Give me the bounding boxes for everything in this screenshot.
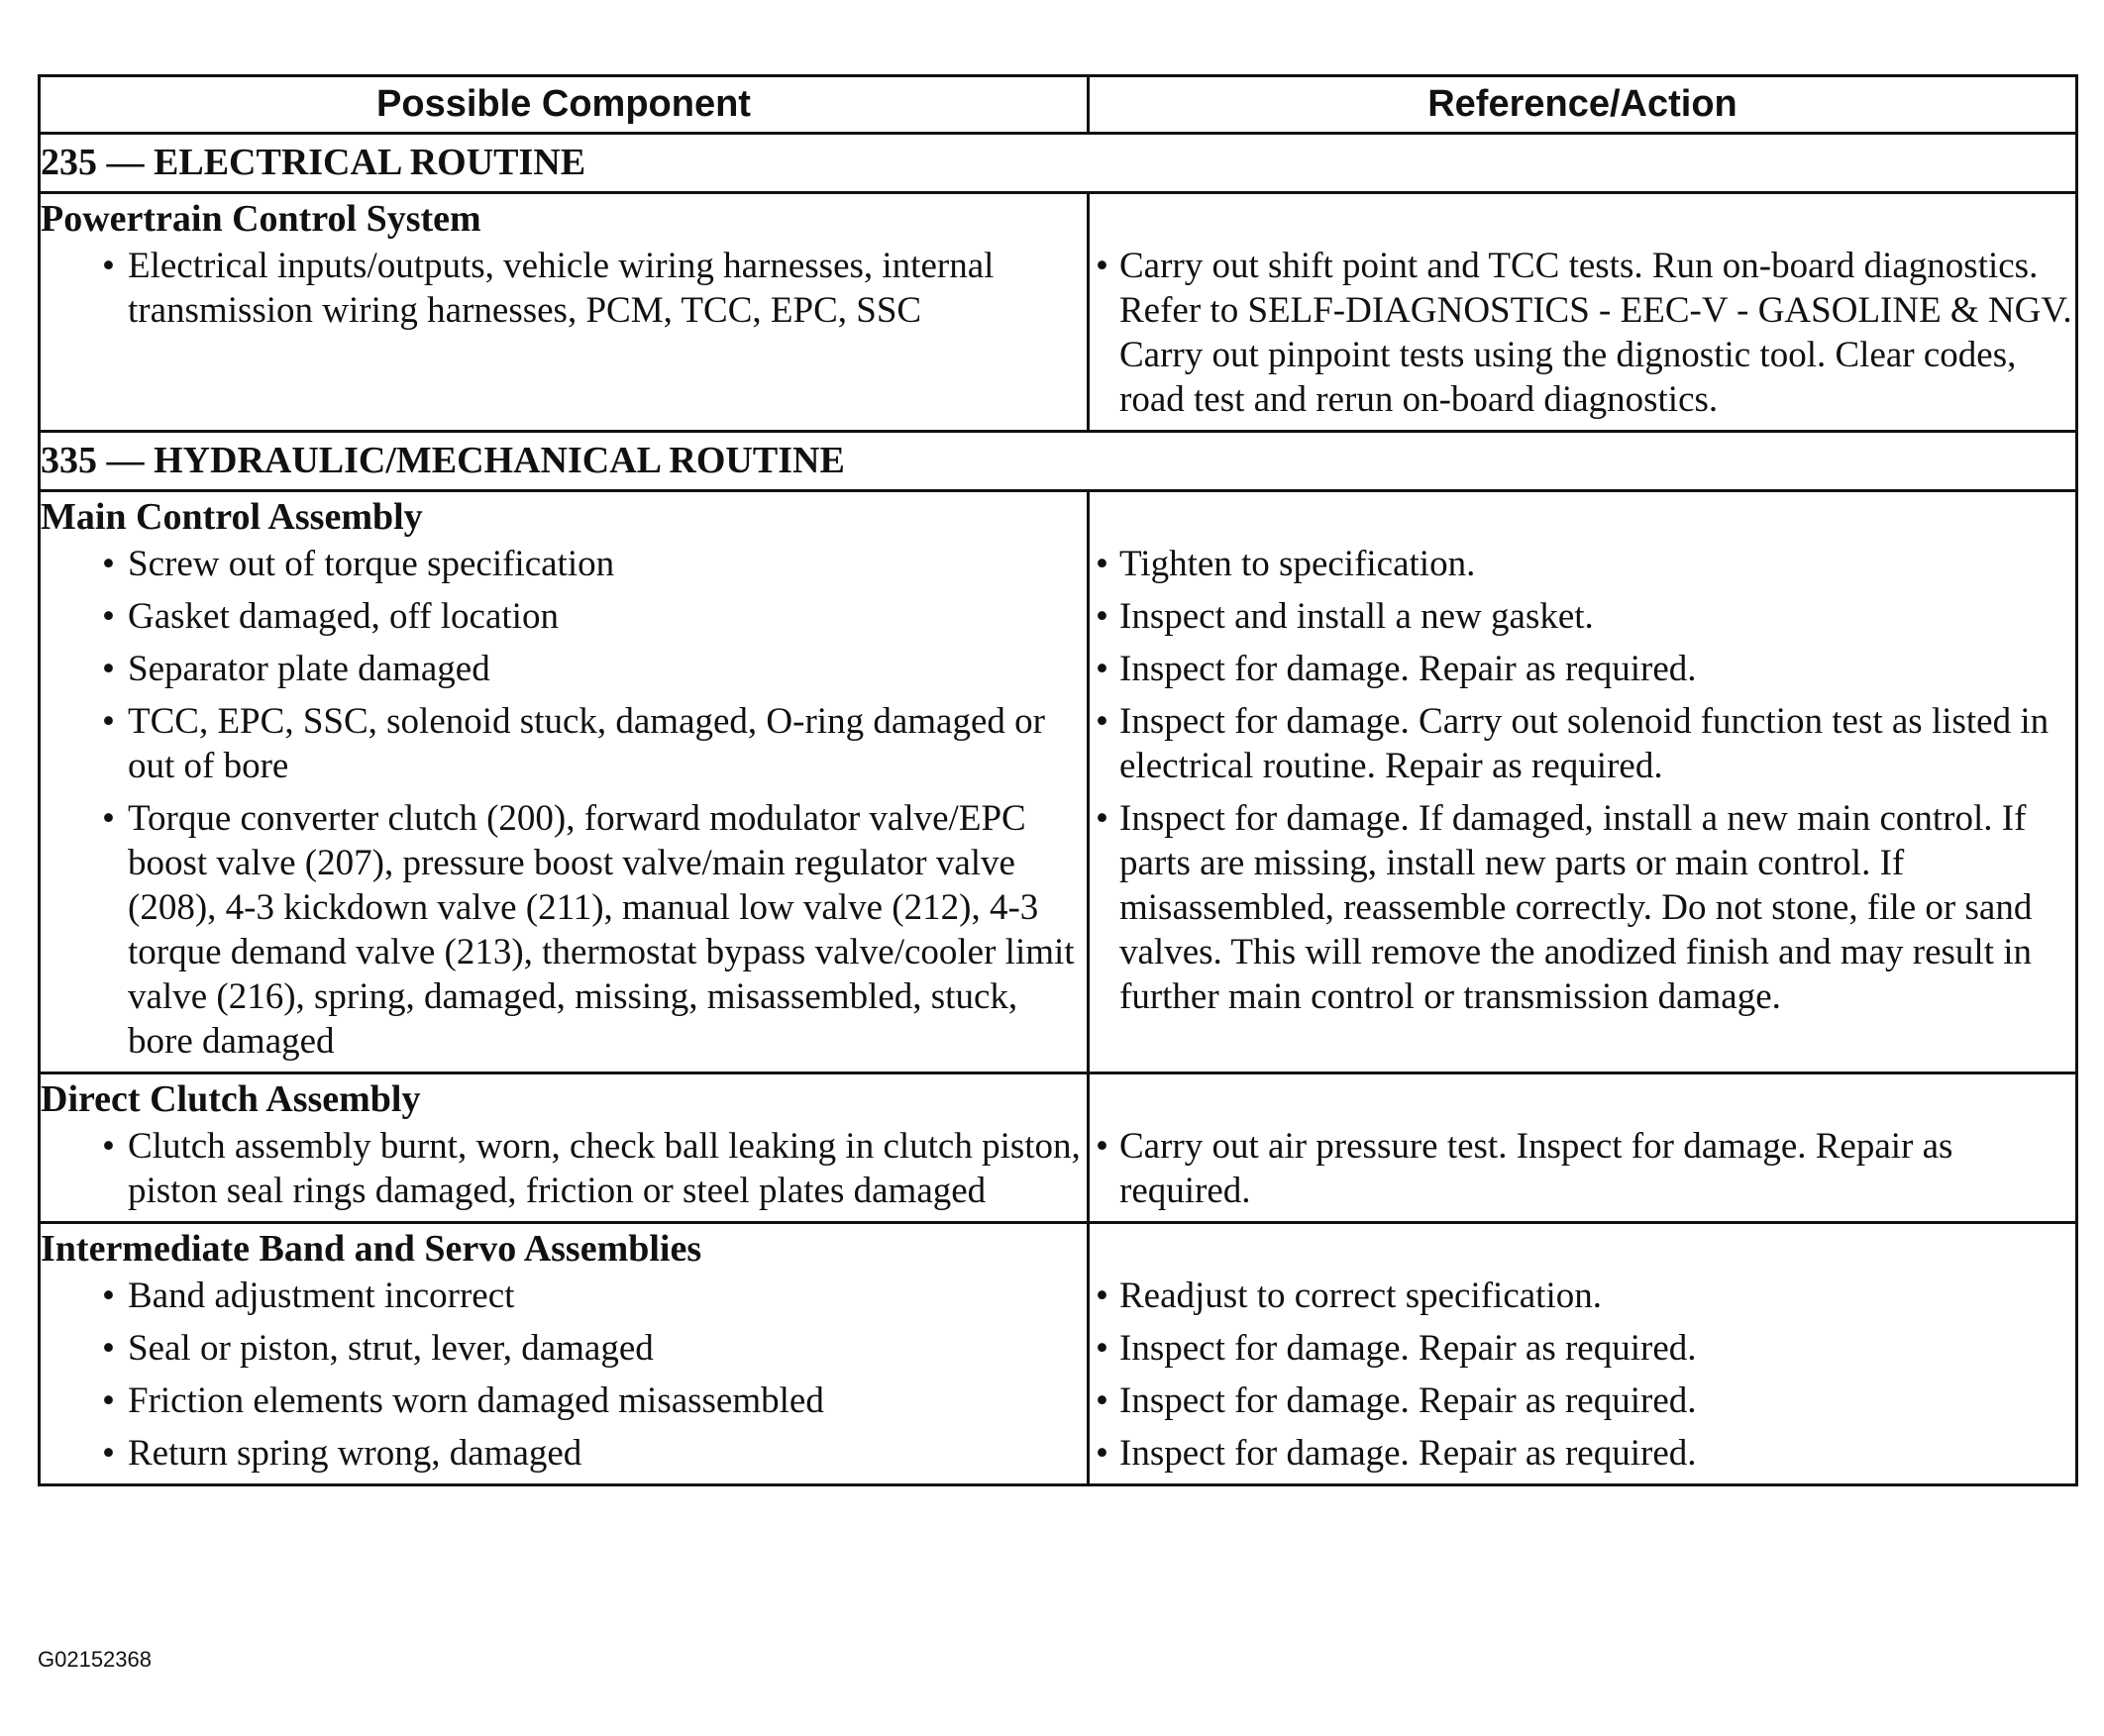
list-item: [1090, 1326, 2075, 1371]
component-list: [41, 1274, 1087, 1476]
bullet-icon: •: [1096, 798, 1108, 839]
list-item: [1090, 647, 2075, 691]
action-text: Inspect for damage. Repair as required.: [1119, 1380, 1697, 1421]
list-item: [41, 1326, 1087, 1371]
list-item: [1090, 244, 2075, 422]
component-text: Return spring wrong, damaged: [128, 1433, 582, 1474]
bullet-icon: •: [102, 1276, 115, 1316]
bullet-icon: •: [102, 1328, 115, 1369]
list-item: [1090, 796, 2075, 1019]
section-row: [40, 134, 2077, 193]
action-text: Readjust to correct specification.: [1119, 1276, 1602, 1316]
bullet-icon: •: [1096, 1328, 1108, 1369]
action-cell: [1089, 1223, 2077, 1485]
action-list: [1090, 1124, 2075, 1213]
action-list: [1090, 244, 2075, 422]
figure-id: G02152368: [38, 1647, 152, 1672]
list-item: [41, 1431, 1087, 1476]
component-list: [41, 1124, 1087, 1213]
bullet-icon: •: [1096, 596, 1108, 637]
bullet-icon: •: [102, 1433, 115, 1474]
list-item: [1090, 1274, 2075, 1318]
component-text: Seal or piston, strut, lever, damaged: [128, 1328, 654, 1369]
list-item: [41, 647, 1087, 691]
action-cell: [1089, 193, 2077, 432]
group-row: [40, 491, 2077, 1073]
action-text: Carry out shift point and TCC tests. Run on-board diagnostics. Refer to SELF-DIAGNOSTICS - EEC-V - GASOLINE & NGV. Carry out pinpoint tests using the dignostic tool. Clear codes, road test and rerun on-board diagnostics.: [1119, 246, 2072, 420]
component-list: [41, 542, 1087, 1064]
action-list: [1090, 542, 2075, 1019]
list-item: [1090, 542, 2075, 586]
component-cell: [40, 491, 1089, 1073]
component-text: Band adjustment incorrect: [128, 1276, 515, 1316]
action-text: Inspect and install a new gasket.: [1119, 596, 1594, 637]
bullet-icon: •: [102, 596, 115, 637]
action-text: Carry out air pressure test. Inspect for damage. Repair as required.: [1119, 1126, 1953, 1211]
list-item: [41, 699, 1087, 788]
list-item: [41, 1274, 1087, 1318]
action-text: Inspect for damage. Repair as required.: [1119, 1433, 1697, 1474]
section-title: 335 — HYDRAULIC/MECHANICAL ROUTINE: [40, 432, 2077, 491]
action-text: Inspect for damage. Carry out solenoid function test as listed in electrical routine. Repair as required.: [1119, 701, 2050, 786]
list-item: [41, 244, 1087, 333]
component-text: TCC, EPC, SSC, solenoid stuck, damaged, O-ring damaged or out of bore: [128, 701, 1045, 786]
header-row: [40, 76, 2077, 134]
bullet-icon: •: [1096, 246, 1108, 286]
bullet-icon: •: [102, 544, 115, 584]
table-body: [40, 76, 2077, 1485]
component-text: Electrical inputs/outputs, vehicle wiring harnesses, internal transmission wiring harnesses, PCM, TCC, EPC, SSC: [128, 246, 995, 331]
header-reference-action: Reference/Action: [1089, 76, 2077, 134]
component-text: Torque converter clutch (200), forward modulator valve/EPC boost valve (207), pressure boost valve/main regulator valve (208), 4-3 kickdown valve (211), manual low valve (212), 4-3 torque demand valve (213), thermostat bypass valve/cooler limit valve (216), spring, damaged, missing, misassembled, stuck, bore damaged: [128, 798, 1075, 1062]
bullet-icon: •: [1096, 1433, 1108, 1474]
list-item: [41, 796, 1087, 1064]
bullet-icon: •: [1096, 1126, 1108, 1167]
bullet-icon: •: [102, 246, 115, 286]
component-text: Separator plate damaged: [128, 649, 490, 689]
bullet-icon: •: [1096, 1380, 1108, 1421]
list-item: [1090, 699, 2075, 788]
component-list: [41, 244, 1087, 333]
action-cell: [1089, 491, 2077, 1073]
action-cell: [1089, 1073, 2077, 1223]
component-cell: [40, 193, 1089, 432]
diagnosis-table: [38, 74, 2078, 1486]
component-text: Gasket damaged, off location: [128, 596, 559, 637]
list-item: [41, 542, 1087, 586]
component-text: Friction elements worn damaged misassembled: [128, 1380, 824, 1421]
group-title: Powertrain Control System: [41, 198, 481, 240]
list-item: [1090, 1124, 2075, 1213]
bullet-icon: •: [102, 701, 115, 742]
list-item: [1090, 594, 2075, 639]
group-row: [40, 193, 2077, 432]
list-item: [1090, 1379, 2075, 1423]
action-text: Inspect for damage. Repair as required.: [1119, 649, 1697, 689]
group-title: Main Control Assembly: [41, 496, 423, 538]
list-item: [41, 594, 1087, 639]
group-title: Direct Clutch Assembly: [41, 1078, 421, 1120]
bullet-icon: •: [1096, 649, 1108, 689]
group-row: [40, 1223, 2077, 1485]
list-item: [1090, 1431, 2075, 1476]
section-row: [40, 432, 2077, 491]
action-text: Tighten to specification.: [1119, 544, 1476, 584]
action-text: Inspect for damage. If damaged, install a new main control. If parts are missing, install new parts or main control. If misassembled, reassemble correctly. Do not stone, file or sand valves. This will remove the anodized finish and may result in further main control or transmission damage.: [1119, 798, 2033, 1017]
bullet-icon: •: [1096, 1276, 1108, 1316]
header-possible-component: Possible Component: [40, 76, 1089, 134]
bullet-icon: •: [102, 798, 115, 839]
bullet-icon: •: [102, 1380, 115, 1421]
section-title: 235 — ELECTRICAL ROUTINE: [40, 134, 2077, 193]
component-text: Clutch assembly burnt, worn, check ball leaking in clutch piston, piston seal rings damaged, friction or steel plates damaged: [128, 1126, 1081, 1211]
action-text: Inspect for damage. Repair as required.: [1119, 1328, 1697, 1369]
group-title: Intermediate Band and Servo Assemblies: [41, 1228, 702, 1270]
list-item: [41, 1379, 1087, 1423]
action-list: [1090, 1274, 2075, 1476]
group-row: [40, 1073, 2077, 1223]
component-text: Screw out of torque specification: [128, 544, 615, 584]
list-item: [41, 1124, 1087, 1213]
bullet-icon: •: [1096, 701, 1108, 742]
component-cell: [40, 1223, 1089, 1485]
bullet-icon: •: [1096, 544, 1108, 584]
bullet-icon: •: [102, 1126, 115, 1167]
component-cell: [40, 1073, 1089, 1223]
bullet-icon: •: [102, 649, 115, 689]
